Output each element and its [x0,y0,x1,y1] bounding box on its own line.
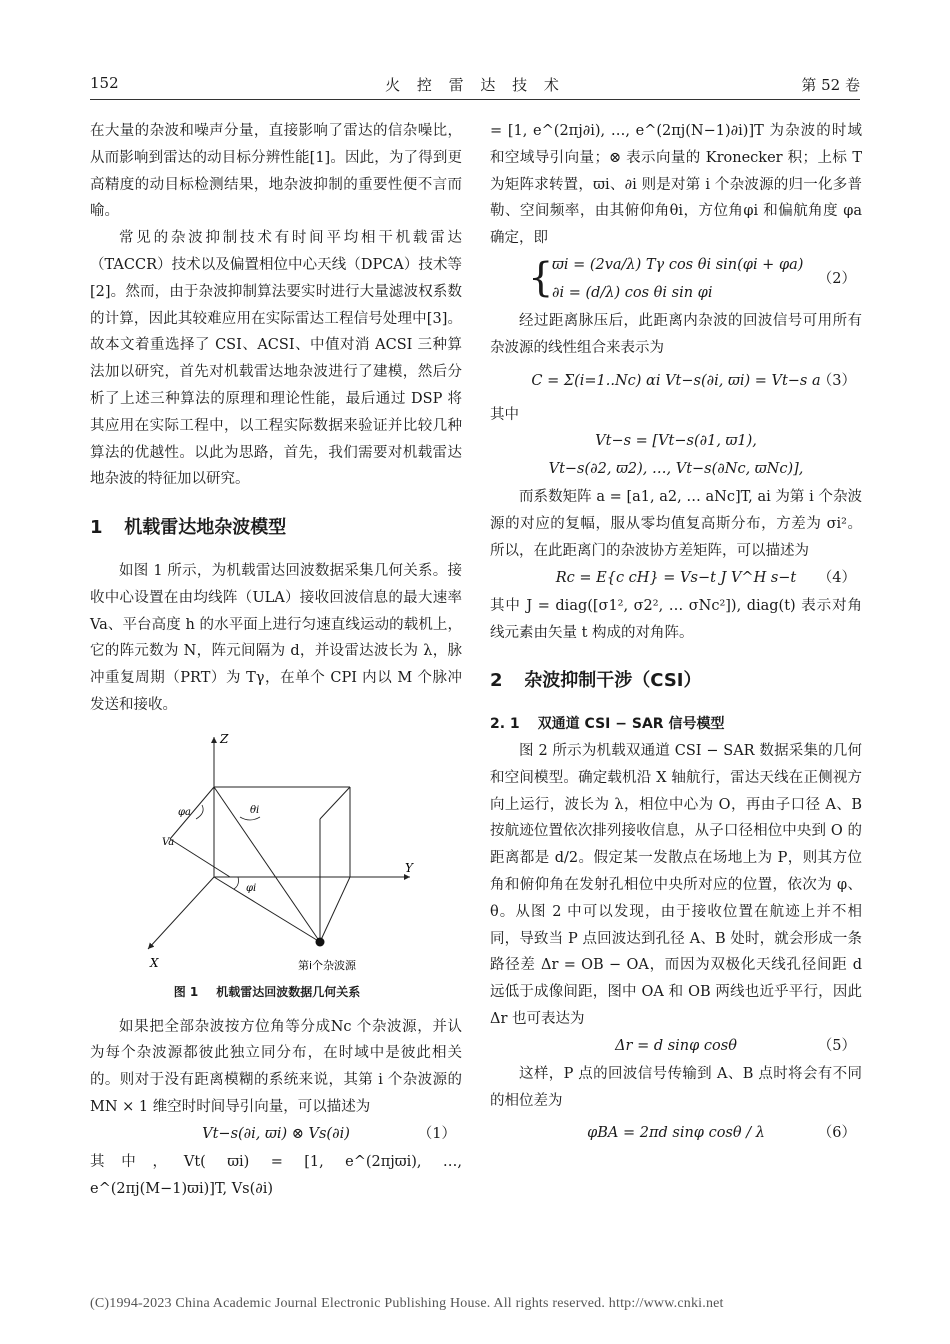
paragraph: 常见的杂波抑制技术有时间平均相干机载雷达（TACCR）技术以及偏置相位中心天线（DPCA）技术等[2]。然而，由于杂波抑制算法要实时进行大量滤波权系数的计算，因此其较难应用在实际雷达工程信号处理中[3]。故本文着重选择了 CSI、ACSI、中值对消 ACSI 三种算法加以研究，首先对机载雷达地杂波进行了建模，然后分析了上述三种算法的原理和理论性能，最后通过 DSP 将其应用在实际工程中，以工程实际数据来验证并比较几种算法的优越性。以此为思路，首先，我们需要对机载雷达地杂波的特征加以研究。 [90,230,462,488]
equation-2 [490,252,862,308]
page-number: 152 [90,74,119,92]
equation-body: Vt−s = [Vt−s(∂1, ϖ1), [595,433,757,450]
subsection-heading [490,711,862,738]
label-x: X [150,955,159,970]
section-number: 2 [490,670,503,692]
journal-title: 火 控 雷 达 技 术 [385,76,565,94]
paragraph: 在大量的杂波和噪声分量，直接影响了雷达的信杂噪比，从而影响到雷达的动目标分辨性能[1]。因此，为了得到更高精度的动目标检测结果，地杂波抑制的重要性便不言而喻。 [90,123,462,220]
equation-body: Vt−s(∂i, ϖi) ⊗ Vs(∂i) [202,1125,350,1142]
page-header [90,70,860,100]
section-title: 机载雷达地杂波模型 [124,517,287,539]
equation-vts-line2 [490,456,862,484]
section-heading-1 [90,515,462,542]
label-phi-i: φi [246,882,257,894]
theta-arc [240,817,260,820]
paragraph: 而系数矩阵 a = [a1, a2, … aNc]T, ai 为第 i 个杂波源的对应的复幅，服从零均值复高斯分布，方差为 σi²。所以，在此距离门的杂波协方差矩阵，可以描述为 [490,489,862,559]
paragraph: 经过距离脉压后，此距离内杂波的回波信号可用所有杂波源的线性组合来表示为 [490,312,862,356]
equation-vts-line1 [490,428,862,456]
equation-5 [490,1033,862,1061]
figure-caption [90,979,462,1006]
equation-number: （5） [817,1037,856,1054]
equation-1 [90,1121,462,1149]
paragraph: = [1, e^(2πj∂i), …, e^(2πj(N−1)∂i)]T 为杂波的时域和空域导引向量；⊗ 表示向量的 Kronecker 积；上标 T 为矩阵求转置，ϖi、∂i 则是对第 i 个杂波源的归一化多普勒、空间频率，由其俯仰角θi，方位角φi 和偏航角度 φa 确定，即 [490,123,862,247]
label-va: Va [162,836,175,848]
volume-label: 第 52 卷 [801,76,860,94]
equation-4 [490,565,862,593]
equation-number: （3） [817,372,856,389]
slant-range-line [214,787,320,942]
equation-body: Δr = d sinφ cosθ [615,1037,737,1054]
phi-i-arc [234,877,239,889]
section-heading-2 [490,668,862,695]
brace-icon: { [528,254,554,301]
paragraph: 图 2 所示为机载双通道 CSI − SAR 数据采集的几何和空间模型。确定载机沿 X 轴航行，雷达天线在正侧视方向上运行，波长为 λ，相位中心为 O，再由子口径 A、B 按航迹位置依次排列接收信息，从子口径相位中央到 O 的距离都是 d/2。假定某一发散点在场地上为 P，则其方位角和俯仰角在发射孔相位中央所对应的位置，依次为 φ、θ。从图 2 中可以发现，由于接收位置在航迹上并不相同，导致当 P 点回波达到孔径 A、B 处时，就会形成一条路径差 Δr = OB − OA，而因为双极化天线孔径间距 d 远低于成像间距，图中 OA 和 OB 两线也近乎平行，因此 Δr 也可表达为 [490,742,862,1027]
section-number: 1 [90,517,103,539]
paragraph: 这样，P 点的回波信号传输到 A、B 点时将会有不同的相位差为 [490,1065,862,1109]
equation-body: φBA = 2πd sinφ cosθ / λ [587,1125,765,1142]
copyright-footer: (C)1994-2023 China Academic Journal Electronic Publishing House. All rights reserved. http://www.cnki.net [90,1296,724,1311]
label-clutter-source: 第i个杂波源 [298,958,357,972]
equation-number: （1） [417,1125,456,1142]
equation-number: （2） [817,270,856,287]
equation-6 [490,1114,862,1154]
equation-body: Vt−s(∂2, ϖ2), …, Vt−s(∂Nc, ϖNc)], [548,461,804,478]
label-theta: θi [250,804,260,816]
paragraph: 如图 1 所示，为机载雷达回波数据采集几何关系。接收中心设置在由均线阵（ULA）接收回波信息的最大速率 Va、平台高度 h 的水平面上进行匀速直线运动的载机上，它的阵元数为 N，阵元间隔为 d，并设雷达波长为 λ，脉冲重复周期（PRT）为 Tγ，在单个 CPI 内以 M 个脉冲发送和接收。 [90,562,462,713]
ground-projection [214,877,320,942]
header-rule [90,99,860,100]
caption-text: 机载雷达回波数据几何关系 [216,984,361,999]
equation-line: ϖi = (2va/λ) Tγ cos θi sin(φi + φa) [552,256,804,273]
paragraph: 其中 J = diag([σ1², σ2², … σNc²]), diag(t) 表示对角线元素由矢量 t 构成的对角阵。 [490,597,862,641]
left-column [90,118,462,1202]
figure-1 [90,727,462,975]
equation-line: ∂i = (d/λ) cos θi sin φi [552,284,713,301]
equation-3 [490,362,862,402]
label-y: Y [405,860,413,875]
section-title: 杂波抑制干涉（CSI） [524,670,702,692]
equation-body: C = Σ(i=1..Nc) αi Vt−s(∂i, ϖi) = Vt−s a [531,372,821,389]
label-phi-a: φa [178,806,191,818]
paragraph: 如果把全部杂波按方位角等分成Nc 个杂波源，并认为每个杂波源都彼此独立同分布，在时域中是彼此相关的。则对于没有距离模糊的系统来说，其第 i 个杂波源的 MN × 1 维空时时间导引向量，可以描述为 [90,1018,462,1115]
subsection-title: 双通道 CSI − SAR 信号模型 [537,716,725,733]
label-z: Z [220,731,229,746]
paragraph: 其中，Vt( ϖi) = [1, e^(2πjϖi), …, e^(2πj(M−1)ϖi)]T, Vs(∂i) [90,1153,462,1197]
geometry-diagram [130,727,430,975]
equation-number: （6） [817,1125,856,1142]
equation-number: （4） [817,569,856,586]
x-axis [148,877,214,949]
top-diagonal [320,787,350,819]
clutter-source-point [316,937,325,946]
ground-edge [320,877,350,942]
paragraph: 其中 [490,406,519,423]
right-column [490,118,862,1154]
caption-number: 图 1 [173,984,199,999]
subsection-number: 2. 1 [490,716,520,733]
velocity-line [170,787,214,839]
velocity-ground-line [170,839,230,877]
equation-body: Rc = E{c cH} = Vs−t J V^H s−t [555,569,797,586]
